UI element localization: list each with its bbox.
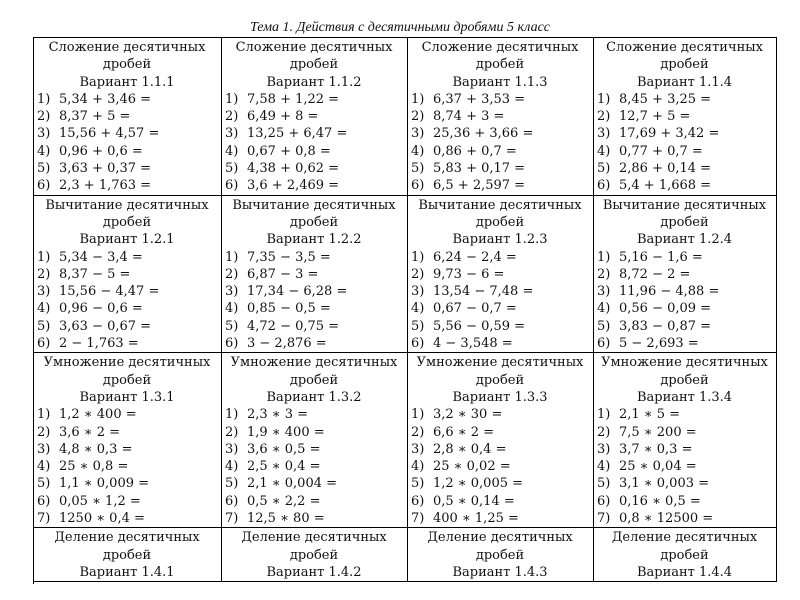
exercise-item [411,406,589,423]
exercise-number: 1) [37,249,51,265]
exercise-item [411,318,589,335]
exercise-expression: 0,16 ∗ 0,5 = [619,493,701,509]
page-title: Тема 1. Действия с десятичными дробями 5 класс [249,20,551,35]
exercise-expression: 25 ∗ 0,04 = [619,459,697,475]
variant-label: Вариант 1.4.2 [266,564,362,580]
exercise-expression: 4,8 ∗ 0,3 = [59,441,133,457]
exercise-item [37,125,217,142]
section-row [34,196,777,354]
section-heading: Сложение десятичных [606,40,763,55]
exercise-expression: 4,72 − 0,75 = [247,318,340,334]
exercise-expression: 3,6 + 2,469 = [247,178,340,194]
exercise-expression: 400 ∗ 1,25 = [433,511,519,527]
exercise-number: 5) [597,476,611,492]
exercise-item [225,143,403,160]
exercise-item [597,335,772,352]
exercise-number: 4) [37,143,51,159]
exercise-expression: 0,56 − 0,09 = [619,301,712,317]
exercise-number: 3) [225,441,239,457]
variant-cell [594,353,777,528]
variant-label: Вариант 1.3.4 [636,389,733,405]
exercise-expression: 6,5 + 2,597 = [433,178,526,194]
exercise-number: 4) [225,459,239,475]
exercise-item [37,266,217,283]
exercise-expression: 0,67 − 0,7 = [433,301,517,317]
variant-cell [408,196,594,354]
exercise-number: 6) [225,178,239,194]
exercise-expression: 5,56 − 0,59 = [433,318,526,334]
exercise-number: 1) [597,407,611,423]
section-heading: Вычитание десятичных [45,197,209,213]
section-heading-cont: дробей [475,214,525,230]
variant-cell [34,528,222,582]
variant-cell [408,528,594,582]
exercise-expression: 8,74 + 3 = [433,109,505,125]
exercise-expression: 3,63 + 0,37 = [59,161,152,177]
exercise-expression: 3,83 − 0,87 = [619,318,712,334]
exercise-item [411,493,589,510]
exercise-item [225,493,403,510]
section-heading-cont: дробей [475,57,525,73]
section-heading-cont: дробей [289,57,339,73]
exercise-item [411,458,589,475]
section-heading: Умножение десятичных [601,355,768,371]
exercise-item [225,125,403,142]
section-heading-cont: дробей [475,547,525,563]
exercise-expression: 2,3 ∗ 3 = [247,407,309,423]
exercise-item [597,458,772,475]
section-heading: Сложение десятичных [421,40,579,55]
exercise-expression: 9,73 − 6 = [433,266,505,282]
variant-label: Вариант 1.3.1 [79,389,175,405]
exercise-number: 3) [411,126,425,142]
exercise-item [225,406,403,423]
exercise-item [597,300,772,317]
exercise-number: 3) [411,441,425,457]
variant-label: Вариант 1.1.4 [636,74,733,90]
exercise-item [37,510,217,527]
exercise-expression: 0,96 − 0,6 = [59,301,143,317]
exercise-expression: 3 − 2,876 = [247,336,327,352]
exercise-item [411,335,589,352]
exercise-expression: 25,36 + 3,66 = [433,126,534,142]
exercise-expression: 3,7 ∗ 0,3 = [619,441,693,457]
section-heading-cont: дробей [102,547,152,563]
exercise-expression: 8,45 + 3,25 = [619,91,712,107]
exercise-number: 6) [37,493,51,509]
section-heading-cont: дробей [660,372,709,388]
exercise-expression: 2,3 + 1,763 = [59,178,152,194]
exercise-item [597,177,772,194]
exercise-expression: 6,37 + 3,53 = [433,91,526,107]
exercise-item [597,510,772,527]
exercise-number: 7) [225,511,239,527]
variant-cell [222,196,408,354]
exercise-item [597,406,772,423]
exercise-number: 2) [411,424,425,440]
section-heading-cont: дробей [102,214,152,230]
exercise-item [37,91,217,108]
exercise-item [225,249,403,266]
exercise-expression: 25 ∗ 0,02 = [433,459,511,475]
exercise-number: 5) [597,161,611,177]
exercise-number: 3) [37,284,51,300]
exercise-expression: 2,86 + 0,14 = [619,161,712,177]
exercise-item [597,283,772,300]
exercise-item [225,458,403,475]
exercise-item [37,177,217,194]
exercise-number: 1) [37,91,51,107]
exercise-number: 2) [225,424,239,440]
exercise-number: 3) [597,284,611,300]
exercise-number: 1) [411,407,425,423]
exercise-item [411,441,589,458]
exercise-number: 6) [37,336,51,352]
exercise-expression: 4 − 3,548 = [433,336,513,352]
exercise-number: 3) [597,441,611,457]
exercise-expression: 25 ∗ 0,8 = [59,459,129,475]
section-heading: Сложение десятичных [235,40,393,55]
exercise-number: 5) [37,161,51,177]
exercise-item [597,249,772,266]
exercise-number: 4) [225,143,239,159]
exercise-number: 1) [225,249,239,265]
exercise-expression: 8,37 − 5 = [59,266,131,282]
exercise-item [411,249,589,266]
exercise-item [37,493,217,510]
exercise-number: 6) [597,493,611,509]
exercise-item [37,249,217,266]
exercise-expression: 1,2 ∗ 0,005 = [433,476,524,492]
exercise-item [597,125,772,142]
exercise-expression: 3,6 ∗ 0,5 = [247,441,321,457]
exercise-number: 1) [411,91,425,107]
exercise-expression: 2,1 ∗ 5 = [619,407,681,423]
exercise-item [225,300,403,317]
exercise-number: 1) [225,407,239,423]
exercise-expression: 1250 ∗ 0,4 = [59,511,145,527]
exercise-item [411,125,589,142]
exercise-expression: 4,38 + 0,62 = [247,161,340,177]
exercise-item [597,475,772,492]
section-heading: Деление десятичных [241,530,387,546]
section-heading: Вычитание десятичных [602,197,767,213]
exercise-number: 6) [411,336,425,352]
exercise-item [411,424,589,441]
section-heading-cont: дробей [660,57,709,73]
exercise-item [411,475,589,492]
exercise-expression: 6,6 ∗ 2 = [433,424,495,440]
exercise-table [33,37,777,584]
exercise-number: 2) [597,266,611,282]
variant-label: Вариант 1.2.1 [79,232,175,248]
exercise-expression: 0,96 + 0,6 = [59,143,143,159]
section-heading: Умножение десятичных [416,355,584,371]
exercise-number: 1) [597,249,611,265]
exercise-expression: 2,8 ∗ 0,4 = [433,441,507,457]
section-row [34,528,777,582]
exercise-number: 4) [37,459,51,475]
variant-cell [34,196,222,354]
exercise-item [225,108,403,125]
exercise-item [597,160,772,177]
exercise-number: 4) [597,301,611,317]
exercise-expression: 5 − 2,693 = [619,336,699,352]
exercise-expression: 8,72 − 2 = [619,266,691,282]
exercise-item [37,424,217,441]
exercise-number: 6) [37,178,51,194]
exercise-number: 3) [411,284,425,300]
exercise-number: 4) [411,459,425,475]
exercise-expression: 0,8 ∗ 12500 = [619,511,714,527]
exercise-item [597,493,772,510]
exercise-expression: 5,4 + 1,668 = [619,178,712,194]
exercise-item [411,266,589,283]
exercise-number: 2) [597,424,611,440]
exercise-number: 2) [37,424,51,440]
exercise-number: 2) [225,266,239,282]
exercise-number: 6) [225,493,239,509]
exercise-item [411,108,589,125]
exercise-item [225,91,403,108]
exercise-expression: 0,05 ∗ 1,2 = [59,493,141,509]
exercise-number: 5) [411,476,425,492]
exercise-item [225,266,403,283]
exercise-number: 3) [225,284,239,300]
exercise-item [37,108,217,125]
section-heading: Умножение десятичных [43,355,211,371]
section-heading-cont: дробей [289,214,339,230]
exercise-expression: 5,34 − 3,4 = [59,249,143,265]
exercise-number: 6) [597,178,611,194]
section-heading-cont: дробей [660,214,709,230]
variant-cell [222,353,408,528]
exercise-item [597,143,772,160]
exercise-item [37,318,217,335]
exercise-expression: 15,56 + 4,57 = [59,126,160,142]
exercise-expression: 15,56 − 4,47 = [59,284,160,300]
exercise-item [225,160,403,177]
exercise-expression: 13,25 + 6,47 = [247,126,348,142]
section-heading: Сложение десятичных [48,40,206,55]
exercise-item [37,143,217,160]
exercise-item [225,424,403,441]
section-heading-cont: дробей [289,547,339,563]
exercise-item [37,441,217,458]
exercise-item [411,160,589,177]
exercise-item [225,335,403,352]
exercise-item [37,475,217,492]
exercise-item [37,160,217,177]
exercise-number: 2) [225,109,239,125]
exercise-item [411,283,589,300]
exercise-number: 4) [37,301,51,317]
exercise-number: 5) [37,476,51,492]
exercise-item [597,108,772,125]
exercise-item [411,510,589,527]
section-heading-cont: дробей [102,57,152,73]
exercise-expression: 1,1 ∗ 0,009 = [59,476,150,492]
exercise-number: 4) [411,301,425,317]
exercise-item [411,300,589,317]
exercise-expression: 0,5 ∗ 2,2 = [247,493,321,509]
exercise-expression: 11,96 − 4,88 = [619,284,720,300]
exercise-number: 3) [225,126,239,142]
variant-cell [594,196,777,354]
exercise-number: 3) [597,126,611,142]
exercise-number: 7) [411,511,425,527]
section-heading: Деление десятичных [427,530,573,546]
variant-cell [408,353,594,528]
variant-cell [34,38,222,196]
exercise-expression: 13,54 − 7,48 = [433,284,534,300]
exercise-item [37,406,217,423]
exercise-expression: 3,2 ∗ 30 = [433,407,503,423]
exercise-expression: 1,9 ∗ 400 = [247,424,325,440]
exercise-expression: 0,67 + 0,8 = [247,143,331,159]
exercise-number: 4) [597,459,611,475]
exercise-expression: 2 − 1,763 = [59,336,139,352]
variant-label: Вариант 1.4.1 [79,564,175,580]
section-heading: Вычитание десятичных [232,197,396,213]
variant-cell [594,38,777,196]
exercise-expression: 6,87 − 3 = [247,266,319,282]
variant-label: Вариант 1.2.2 [266,232,362,248]
exercise-number: 1) [37,407,51,423]
section-heading: Вычитание десятичных [418,197,582,213]
exercise-expression: 7,58 + 1,22 = [247,91,340,107]
section-heading-cont: дробей [475,372,525,388]
variant-label: Вариант 1.2.4 [636,232,733,248]
exercise-expression: 7,5 ∗ 200 = [619,424,697,440]
exercise-number: 6) [411,493,425,509]
section-heading: Деление десятичных [611,530,758,546]
exercise-expression: 5,16 − 1,6 = [619,249,703,265]
exercise-item [37,458,217,475]
exercise-expression: 0,5 ∗ 0,14 = [433,493,515,509]
exercise-expression: 8,37 + 5 = [59,109,131,125]
exercise-expression: 12,5 ∗ 80 = [247,511,325,527]
section-heading: Умножение десятичных [230,355,398,371]
exercise-number: 1) [411,249,425,265]
exercise-number: 5) [225,476,239,492]
exercise-item [597,441,772,458]
exercise-number: 3) [37,126,51,142]
exercise-item [37,335,217,352]
exercise-expression: 3,1 ∗ 0,003 = [619,476,710,492]
variant-label: Вариант 1.2.3 [452,232,548,248]
exercise-expression: 6,24 − 2,4 = [433,249,517,265]
exercise-item [37,300,217,317]
variant-cell [222,528,408,582]
exercise-number: 6) [411,178,425,194]
exercise-number: 6) [225,336,239,352]
variant-label: Вариант 1.1.1 [79,74,175,90]
exercise-item [225,318,403,335]
exercise-number: 1) [225,91,239,107]
exercise-expression: 1,2 ∗ 400 = [59,407,137,423]
section-row [34,38,777,196]
exercise-expression: 2,1 ∗ 0,004 = [247,476,338,492]
exercise-number: 4) [411,143,425,159]
exercise-expression: 0,85 − 0,5 = [247,301,331,317]
exercise-number: 2) [411,266,425,282]
variant-cell [222,38,408,196]
exercise-expression: 7,35 − 3,5 = [247,249,331,265]
exercise-expression: 3,6 ∗ 2 = [59,424,121,440]
variant-label: Вариант 1.4.3 [452,564,548,580]
exercise-number: 7) [37,511,51,527]
exercise-expression: 0,77 + 0,7 = [619,143,703,159]
section-heading-cont: дробей [289,372,339,388]
exercise-number: 5) [411,161,425,177]
exercise-number: 5) [225,318,239,334]
exercise-expression: 3,63 − 0,67 = [59,318,152,334]
exercise-item [597,91,772,108]
exercise-number: 6) [597,336,611,352]
variant-label: Вариант 1.1.3 [452,74,548,90]
variant-cell [594,528,777,582]
section-heading-cont: дробей [102,372,152,388]
exercise-expression: 2,5 ∗ 0,4 = [247,459,321,475]
variant-label: Вариант 1.1.2 [266,74,362,90]
section-row [34,353,777,528]
exercise-expression: 6,49 + 8 = [247,109,319,125]
exercise-number: 4) [597,143,611,159]
exercise-number: 2) [37,109,51,125]
exercise-number: 5) [411,318,425,334]
exercise-expression: 17,34 − 6,28 = [247,284,348,300]
variant-cell [34,353,222,528]
exercise-item [225,510,403,527]
exercise-expression: 12,7 + 5 = [619,109,691,125]
exercise-expression: 5,34 + 3,46 = [59,91,152,107]
exercise-item [411,91,589,108]
exercise-item [37,283,217,300]
exercise-item [411,143,589,160]
exercise-item [597,266,772,283]
exercise-item [225,475,403,492]
exercise-expression: 0,86 + 0,7 = [433,143,517,159]
exercise-item [225,177,403,194]
exercise-item [597,318,772,335]
section-heading: Деление десятичных [54,530,200,546]
exercise-number: 5) [225,161,239,177]
exercise-item [225,441,403,458]
exercise-number: 2) [411,109,425,125]
exercise-number: 2) [37,266,51,282]
exercise-number: 3) [37,441,51,457]
exercise-number: 1) [597,91,611,107]
exercise-number: 2) [597,109,611,125]
variant-label: Вариант 1.3.2 [266,389,362,405]
exercise-number: 7) [597,511,611,527]
variant-cell [408,38,594,196]
variant-label: Вариант 1.4.4 [636,564,733,580]
exercise-number: 4) [225,301,239,317]
exercise-item [411,177,589,194]
exercise-item [597,424,772,441]
exercise-number: 5) [37,318,51,334]
exercise-expression: 5,83 + 0,17 = [433,161,526,177]
section-heading-cont: дробей [660,547,709,563]
variant-label: Вариант 1.3.3 [452,389,548,405]
exercise-item [225,283,403,300]
exercise-expression: 17,69 + 3,42 = [619,126,720,142]
exercise-number: 5) [597,318,611,334]
